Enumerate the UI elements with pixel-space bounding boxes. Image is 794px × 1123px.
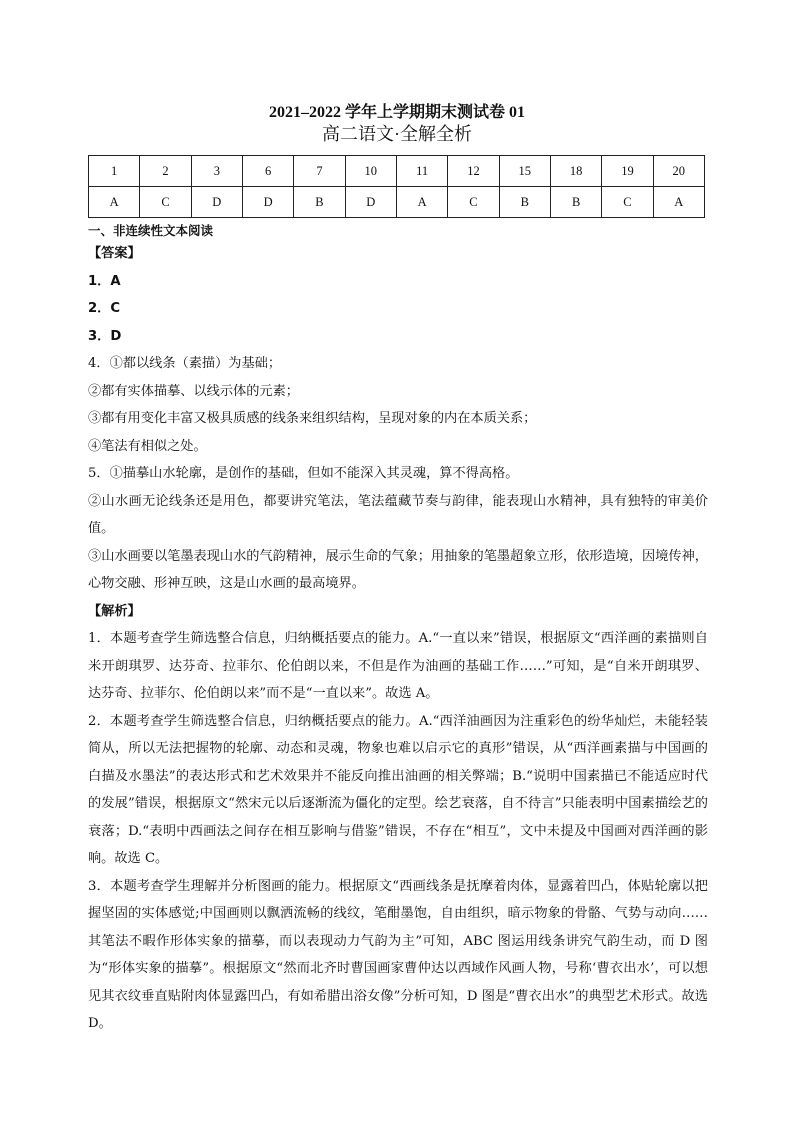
answer-letter: A (653, 187, 704, 218)
question-number: 2 (140, 156, 191, 187)
answer-letter: C (140, 187, 191, 218)
answer-table-answer-row (89, 187, 705, 218)
answer-line: 4．①都以线条（素描）为基础； (88, 356, 282, 371)
answer-line: ③都有用变化丰富又极具质感的线条来组织结构，呈现对象的内在本质关系； (88, 411, 537, 426)
question-number: 19 (602, 156, 653, 187)
question-number: 7 (294, 156, 345, 187)
question-number: 12 (448, 156, 499, 187)
answer-letter: C (602, 187, 653, 218)
answer-table (88, 155, 705, 218)
answer-line: ②都有实体描摹、以线示体的元素； (88, 383, 299, 399)
analysis-label: 【解析】 (88, 603, 141, 619)
answer-line: 3．D (88, 328, 122, 344)
answer-letter: B (294, 187, 345, 218)
answer-letter: C (448, 187, 499, 218)
question-number: 1 (89, 156, 140, 187)
question-number: 18 (550, 156, 601, 187)
analysis-paragraph: 2．本题考查学生筛选整合信息，归纳概括要点的能力。A.“西洋油画因为注重彩色的纷华灿烂，未能轻装简从，所以无法把握物的轮廓、动态和灵魂，物象也难以启示它的真形”错误，从“西洋画素描与中国画的白描及水墨法”的表达形式和艺术效果并不能反向推出油画的相关弊端；B.“说明中国素描已不能适应时代的发展”错误，根据原文“然宋元以后逐渐流为僵化的定型。绘艺衰落，自不待言”只能表明中国素描绘艺的衰落；D.“表明中西画法之间存在相互影响与借鉴”错误，不存在“相互”，文中未提及中国画对西洋画的影响。故选 C。 (88, 713, 708, 866)
answer-table-number-row (89, 156, 705, 187)
answer-letter: A (89, 187, 140, 218)
question-number: 11 (396, 156, 447, 187)
question-number: 10 (345, 156, 396, 187)
document-subtitle: 高二语文·全解全析 (322, 124, 472, 144)
answer-letter: A (396, 187, 447, 218)
answer-letter: D (345, 187, 396, 218)
answer-line: ②山水画无论线条还是用色，都要讲究笔法，笔法蕴藏节奏与韵律，能表现山水精神，具有独特的审美价值。 (88, 493, 708, 536)
question-number: 6 (242, 156, 293, 187)
analysis-paragraph: 3．本题考查学生理解并分析图画的能力。根据原文“西画线条是抚摩着肉体，显露着凹凸，体贴轮廓以把握坚固的实体感觉;中国画则以飘洒流畅的线纹，笔酣墨饱，自由组织，暗示物象的骨骼、气势与动向……其笔法不暇作形体实象的描摹，而以表现动力气韵为主”可知，ABC 图运用线条讲究气韵生动，而 D 图为“形体实象的描摹”。根据原文“然而北齐时曹国画家曹仲达以西域作风画人物，号称‘曹衣出水’，可以想见其衣纹垂直贴附肉体显露凹凸，有如希腊出浴女像”分析可知，D 图是“曹衣出水”的典型艺术形式。故选 D。 (88, 878, 708, 1031)
answer-letter: D (191, 187, 242, 218)
question-number: 20 (653, 156, 704, 187)
section-heading: 一、非连续性文本阅读 (88, 223, 214, 238)
document-body (88, 222, 708, 1038)
answer-label: 【答案】 (88, 246, 141, 261)
answer-letter: B (550, 187, 601, 218)
answer-line: ④笔法有相似之处。 (88, 438, 207, 454)
question-number: 3 (191, 156, 242, 187)
answer-line: 2．C (88, 301, 121, 316)
analysis-paragraph: 1．本题考查学生筛选整合信息，归纳概括要点的能力。A.“一直以来”错误，根据原文“西洋画的素描则自米开朗琪罗、达芬奇、拉菲尔、伦伯朗以来，不但是作为油画的基础工作……”可知，是“自米开朗琪罗、达芬奇、拉菲尔、伦伯朗以来”而不是“一直以来”。故选 A。 (88, 631, 708, 701)
answer-line: ③山水画要以笔墨表现山水的气韵精神，展示生命的气象；用抽象的笔墨超象立形，依形造境，因境传神，心物交融、形神互映，这是山水画的最高境界。 (88, 548, 708, 591)
answer-line: 1．A (88, 273, 121, 289)
question-number: 15 (499, 156, 550, 187)
answer-line: 5．①描摹山水轮廓，是创作的基础，但如不能深入其灵魂，算不得高格。 (88, 466, 519, 481)
answer-letter: B (499, 187, 550, 218)
answer-letter: D (242, 187, 293, 218)
document-title: 2021–2022 学年上学期期末测试卷 01 (268, 104, 525, 121)
